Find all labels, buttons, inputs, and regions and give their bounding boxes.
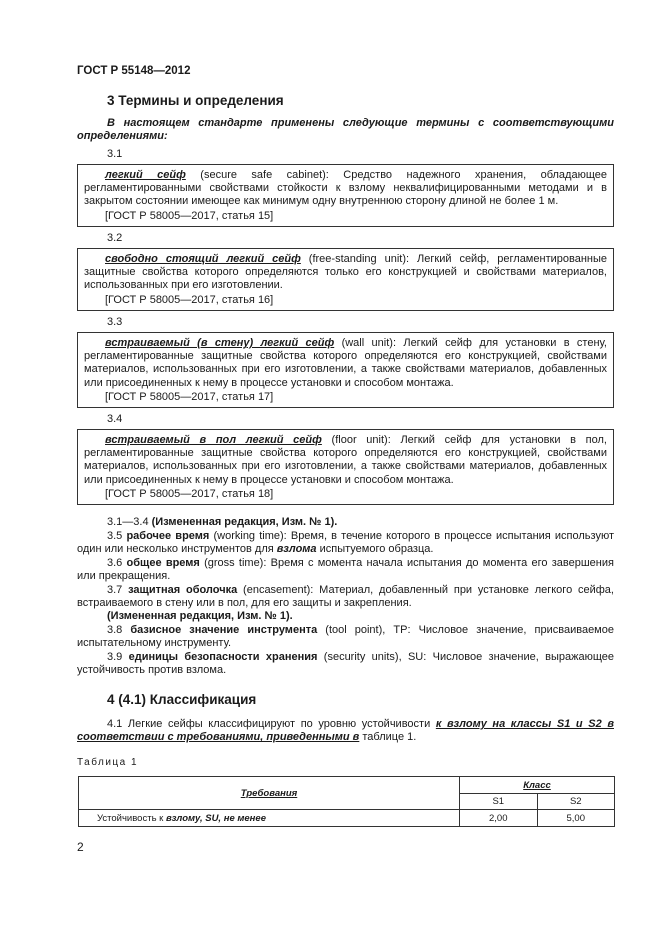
term-number: 3.4 — [107, 413, 123, 425]
term-text: (wall unit): Легкий сейф для установки в стену, регламентированные защитные свойства которого определяются его конструкцией, свойствами материалов, использованных при его изготовлении, а также свойствами материалов, добавленных или присоединенных к нему в процессе установки и способом монтажа. — [84, 337, 607, 389]
term-name: встраиваемый в пол легкий сейф — [105, 434, 322, 446]
term-name: встраиваемый (в стену) легкий сейф — [105, 337, 335, 349]
para-text: (encasement): Материал, добавленный при установке легкого сейфа, встраиваемого в стену или в пол, для его защиты и закрепления. — [77, 584, 614, 610]
term-number: 3.2 — [107, 232, 123, 244]
para-term: рабочее время — [126, 530, 210, 542]
cell-s1: 2,00 — [460, 810, 538, 827]
term-text: (secure safe cabinet): Средство надежного хранения, обладающее регламентированными свойствами стойкости к взлому неквалифицированными методами и в закрытом состоянии имеющее как минимум одну внутреннюю сторону длиной не более 1 м. — [84, 169, 607, 208]
amendment-note — [107, 516, 337, 529]
para-text: (security units), SU: Числовое значение, выражающее устойчивость против взлома. — [77, 651, 614, 677]
term-box-3-4 — [77, 429, 614, 505]
header-requirements — [79, 777, 460, 810]
page-number: 2 — [77, 840, 84, 854]
amendment-text: (Измененная редакция, Изм. № 1). — [151, 516, 338, 528]
para-emphasis: к взлому на классы S1 и S2 в соответствии с требованиями, приведенными в — [77, 718, 614, 744]
para-term: общее время — [126, 557, 200, 569]
term-definition — [84, 434, 607, 487]
term-name: свободно стоящий легкий сейф — [105, 253, 301, 265]
para-text: (tool point), TP: Числовое значение, присваиваемое испытательному инструменту. — [77, 624, 614, 650]
paragraph-3-6 — [77, 557, 614, 583]
section-4-title: 4 (4.1) Классификация — [107, 692, 257, 707]
header-class-label: Класс — [523, 779, 551, 791]
row-label-text: Устойчивость к — [97, 812, 166, 824]
section-3-intro: В настоящем стандарте применены следующие термины с соответствующими определениями: — [77, 117, 614, 143]
term-source: [ГОСТ Р 58005—2017, статья 18] — [105, 487, 274, 500]
para-text: (working time): Время, в течение которого в процессе испытания используют один или несколько инструментов для — [77, 530, 615, 556]
paragraph-3-9 — [77, 651, 614, 677]
header-s2: S2 — [537, 794, 615, 810]
term-name: легкий сейф — [105, 169, 186, 181]
para-num: 3.6 — [107, 557, 127, 569]
amendment-range: 3.1—3.4 — [107, 516, 152, 528]
para-num: 3.5 — [107, 530, 127, 542]
term-number: 3.1 — [107, 148, 123, 160]
term-number: 3.3 — [107, 316, 123, 328]
header-requirements-label: Требования — [240, 787, 298, 799]
para-num: 3.7 — [107, 584, 129, 596]
paragraph-3-8 — [77, 624, 614, 650]
amendment-note-2: (Измененная редакция, Изм. № 1). — [107, 610, 293, 622]
para-text: 4.1 Легкие сейфы классифицируют по уровню устойчивости — [107, 718, 436, 730]
header-class — [460, 777, 615, 794]
para-text: (gross time): Время с момента начала испытания до момента его завершения или прекращения. — [77, 557, 614, 583]
term-source: [ГОСТ Р 58005—2017, статья 15] — [105, 209, 274, 222]
table-caption: Таблица 1 — [77, 757, 139, 768]
paragraph-3-5 — [77, 530, 614, 556]
term-box-3-3 — [77, 332, 614, 408]
section-3-title: 3 Термины и определения — [107, 93, 284, 108]
para-num: 3.9 — [107, 651, 129, 663]
term-source: [ГОСТ Р 58005—2017, статья 16] — [105, 293, 274, 306]
para-emphasis: взлома — [276, 543, 317, 556]
para-term: защитная оболочка — [128, 584, 238, 596]
header-s1: S1 — [460, 794, 538, 810]
term-text: (free-standing unit): Легкий сейф, регламентированные защитные свойства которого определяются только его конструкцией и свойствами материалов, использованных при его изготовлении. — [84, 253, 607, 292]
para-term: единицы безопасности хранения — [128, 651, 318, 663]
term-box-3-2 — [77, 248, 614, 311]
term-box-3-1 — [77, 164, 614, 227]
para-term: базисное значение инструмента — [130, 624, 318, 636]
term-source: [ГОСТ Р 58005—2017, статья 17] — [105, 390, 274, 403]
term-definition — [84, 337, 607, 390]
row-label — [79, 810, 460, 827]
cell-s2: 5,00 — [537, 810, 615, 827]
paragraph-4-1 — [77, 718, 614, 744]
term-definition — [84, 253, 607, 293]
row-label-emphasis: взлому, SU, не менее — [165, 812, 266, 824]
paragraph-3-7 — [77, 584, 614, 610]
para-text: испытуемого образца. — [316, 543, 434, 556]
term-text: (floor unit): Легкий сейф для установки в пол, регламентированные защитные свойства которого определяются его конструкцией, свойствами материалов, использованных при его изготовлении, а также свойствами материалов, добавленных или присоединенных к нему в процессе установки и способом монтажа. — [84, 434, 607, 486]
term-definition — [84, 169, 607, 209]
para-text: таблице 1. — [359, 731, 417, 744]
para-num: 3.8 — [107, 624, 131, 636]
classification-table — [78, 776, 615, 827]
document-header: ГОСТ Р 55148—2012 — [77, 65, 191, 77]
